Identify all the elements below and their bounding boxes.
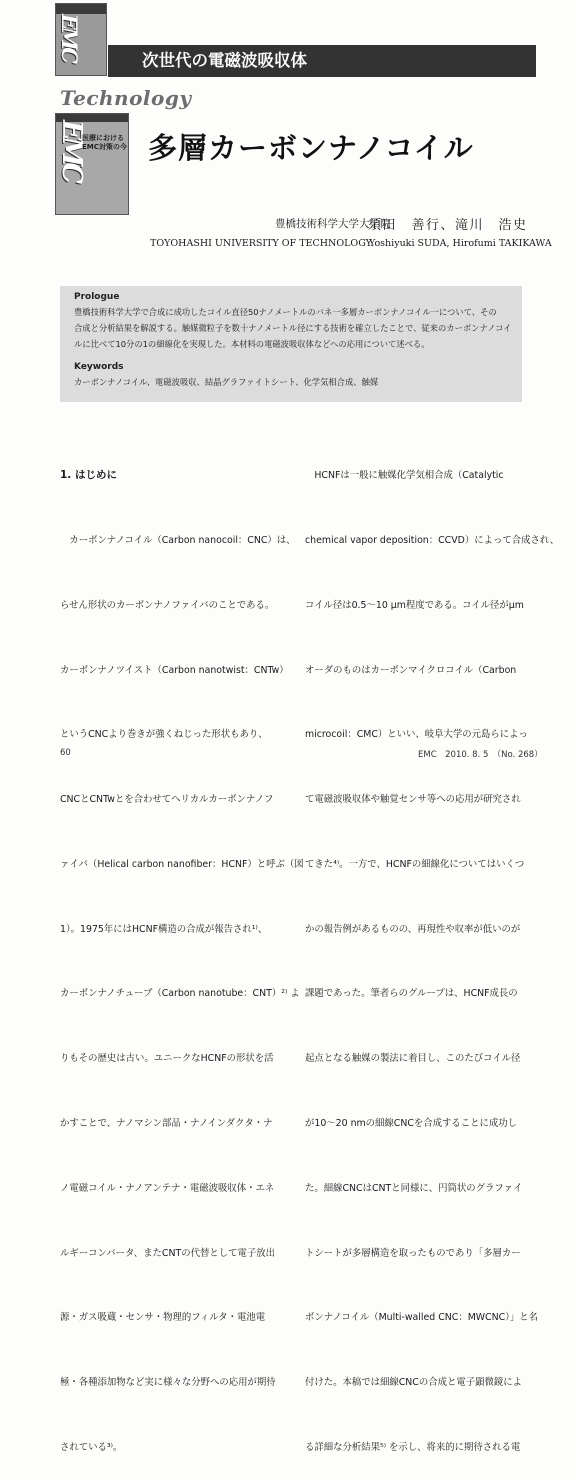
- body-line: らせん形状のカーボンナノファイバのことである。: [60, 599, 275, 611]
- body-line: てきた⁴⁾。一方で、HCNFの細線化についてはいくつ: [305, 858, 525, 870]
- body-line: ルギーコンバータ、またCNTの代替として電子放出: [60, 1247, 275, 1259]
- body-line: 付けた。本稿では細線CNCの合成と電子顕微鏡によ: [305, 1377, 522, 1389]
- cover-logo: EMC: [57, 14, 83, 61]
- series-banner-text: 次世代の電磁波吸収体: [142, 51, 307, 70]
- body-line: というCNCより巻きが強くねじった形状もあり、: [60, 729, 268, 741]
- body-line: コイル径は0.5～10 μm程度である。コイル径がμm: [305, 599, 524, 611]
- body-line: て電磁波吸収体や触覚センサ等への応用が研究され: [305, 794, 521, 806]
- section-heading: 1. はじめに: [60, 469, 117, 482]
- body-line: ノ電磁コイル・ナノアンテナ・電磁波吸収体・エネ: [60, 1182, 275, 1194]
- cover-caption-2: EMC対策の今: [82, 143, 127, 151]
- cover-logo-large: EMC: [56, 120, 88, 180]
- right-column: [305, 422, 560, 1480]
- body-line: カーボンナノツイスト（Carbon nanotwist：CNTw）: [60, 664, 289, 676]
- body-line: トシートが多層構造を取ったものであり「多層カー: [305, 1247, 521, 1259]
- body-line: オーダのものはカーボンマイクロコイル（Carbon: [305, 664, 517, 676]
- body-line: 源・ガス吸蔵・センサ・物理的フィルタ・電池電: [60, 1312, 266, 1324]
- prologue-line: 合成と分析結果を解説する。触媒微粒子を数十ナノメートル径にする技術を確立したことで、従来のカーボンナノコイ: [74, 323, 512, 333]
- prologue-line: 豊橋技術科学大学で合成に成功したコイル直径50ナノメートルのバネ一多層カーボンナノコイル一について、その: [74, 307, 497, 317]
- body-line: 課題であった。筆者らのグループは、HCNF成長の: [305, 988, 518, 1000]
- body-line: カーボンナノチューブ（Carbon nanotube：CNT）²⁾ よ: [60, 988, 300, 1000]
- keywords-text: カーボンナノコイル、電磁波吸収、結晶グラファイトシート、化学気相合成、触媒: [74, 377, 379, 387]
- body-line: HCNFは一般に触媒化学気相合成（Catalytic: [305, 470, 504, 482]
- body-line: microcoil：CMC）といい、岐阜大学の元島らによっ: [305, 729, 528, 741]
- affiliation-jp: 豊橋技術科学大学大学院: [275, 218, 391, 230]
- affiliation-en: TOYOHASHI UNIVERSITY OF TECHNOLOGY: [150, 238, 372, 249]
- body-line: CNCとCNTwとを合わせてヘリカルカーボンナノフ: [60, 794, 274, 806]
- body-line: た。細線CNCはCNTと同様に、円筒状のグラファイ: [305, 1182, 523, 1194]
- cover-thumbnail-feature: [55, 113, 129, 215]
- body-line: 起点となる触媒の製法に着目し、このたびコイル径: [305, 1053, 521, 1065]
- article-title: 多層カーボンナノコイル: [148, 131, 474, 165]
- journal-issue: EMC 2010. 8. 5 （No. 268）: [418, 750, 543, 760]
- body-line: りもその歴史は古い。ユニークなHCNFの形状を活: [60, 1053, 274, 1065]
- series-banner: [108, 45, 536, 77]
- prologue-heading: Prologue: [74, 292, 120, 302]
- page-number: 60: [60, 748, 71, 758]
- section-tag: Technology: [60, 86, 192, 110]
- prologue-box: [60, 286, 522, 402]
- keywords-heading: Keywords: [74, 362, 124, 372]
- body-line: かの報告例があるものの、再現性や収率が低いのが: [305, 923, 521, 935]
- body-line: が10～20 nmの細線CNCを合成することに成功し: [305, 1118, 518, 1129]
- body-line: ボンナノコイル（Multi-walled CNC：MWCNC）」と名: [305, 1312, 538, 1324]
- authors-jp: 須田 善行、滝川 浩史: [368, 218, 528, 233]
- body-line: かすことで、ナノマシン部品・ナノインダクタ・ナ: [60, 1118, 273, 1129]
- prologue-line: ルに比べて10分の1の細線化を実現した。本材料の電磁波吸収体などへの応用について述べる。: [74, 339, 430, 349]
- body-line: 極・各種添加物など実に様々な分野への応用が期待: [60, 1377, 276, 1389]
- left-column: [60, 422, 304, 1480]
- body-line: chemical vapor deposition：CCVD）によって合成され、: [305, 534, 560, 546]
- body-line: カーボンナノコイル（Carbon nanocoil：CNC）は、: [60, 534, 296, 546]
- cover-thumbnail-top: [55, 3, 107, 76]
- body-line: されている³⁾。: [60, 1441, 123, 1453]
- body-line: ァイバ（Helical carbon nanofiber：HCNF）と呼ぶ（図: [60, 858, 304, 870]
- body-line: る詳細な分析結果⁵⁾ を示し、将来的に期待される電: [305, 1441, 521, 1453]
- body-line: 1）。1975年にはHCNF構造の合成が報告され¹⁾、: [60, 923, 268, 935]
- cover-caption-1: 医療における: [82, 134, 124, 142]
- authors-en: Yoshiyuki SUDA, Hirofumi TAKIKAWA: [369, 238, 552, 249]
